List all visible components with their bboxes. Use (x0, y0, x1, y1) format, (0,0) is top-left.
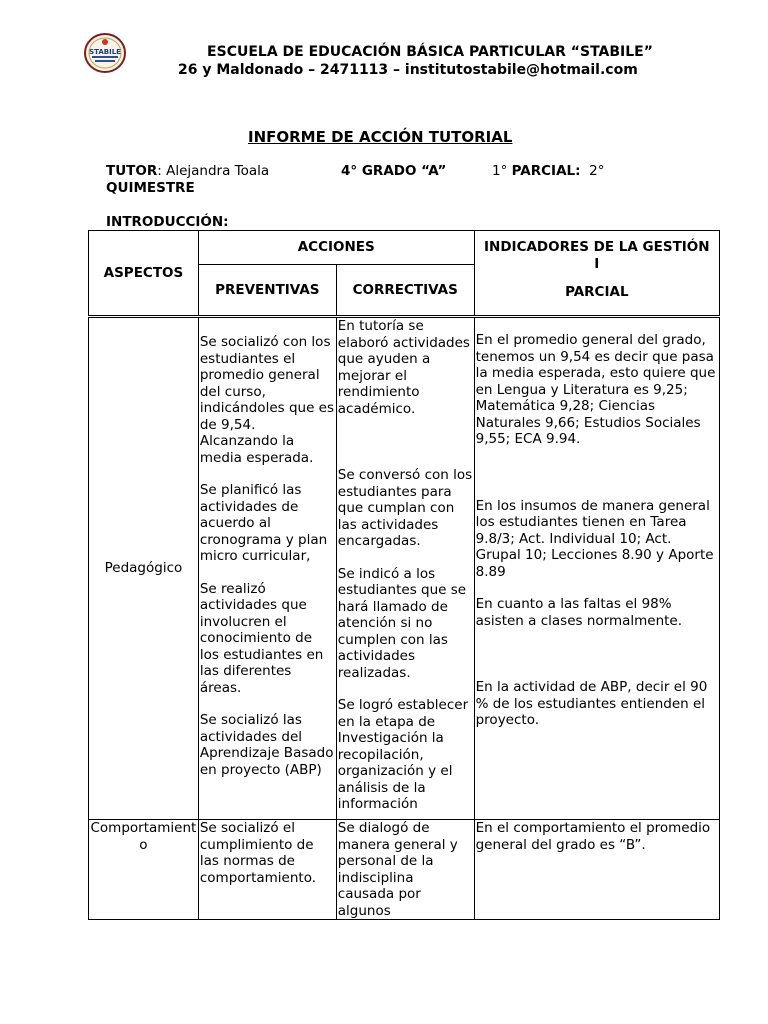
quimestre-number: 2° (589, 163, 605, 179)
tutor-label: TUTOR (106, 163, 158, 179)
indicadores-parcial: PARCIAL (565, 284, 629, 300)
header-preventivas: PREVENTIVAS (198, 265, 336, 317)
correctiva-item: Se logró establecer en la etapa de Investigación la recopilación, organización y el análisis de la información (337, 697, 469, 812)
correctiva-item: Se indicó a los estudiantes que se hará llamado de atención si no cumplen con las actividades realizadas. (337, 565, 467, 681)
report-title: INFORME DE ACCIÓN TUTORIAL (248, 128, 513, 146)
header-indicadores (474, 231, 719, 317)
introduction-label: INTRODUCCIÓN: (106, 214, 229, 230)
parcial-label: PARCIAL: (511, 163, 581, 179)
tutor-name: : Alejandra Toala (157, 163, 270, 179)
preventivas-cell (198, 317, 336, 820)
tutorial-action-table (88, 230, 720, 920)
indicador-item: En cuanto a las faltas el 98% asisten a clases normalmente. (475, 596, 683, 629)
school-contact: 26 y Maldonado – 2471113 – institutostabile@hotmail.com (178, 62, 638, 78)
header-aspectos: ASPECTOS (89, 231, 199, 317)
indicador-item: En la actividad de ABP, decir el 90 % de los estudiantes entienden el proyecto. (475, 679, 708, 728)
preventiva-item: Se socializó las actividades del Aprendizaje Basado en proyecto (ABP) (199, 712, 334, 778)
quimestre-label: QUIMESTRE (106, 180, 195, 196)
indicadores-cell: En el comportamiento el promedio general del grado es “B”. (474, 820, 719, 920)
tutor-field (106, 163, 269, 179)
indicador-item: En los insumos de manera general los estudiantes tienen en Tarea 9.8/3; Act. Individual 10; Act. Grupal 10; Lecciones 8.90 y Aporte 8.89 (475, 497, 714, 580)
preventivas-cell: Se socializó el cumplimiento de las normas de comportamiento. (198, 820, 336, 920)
preventiva-item: Se realizó actividades que involucren el conocimiento de los estudiantes en las diferentes áreas. (199, 580, 324, 696)
parcial-number: 1° (492, 163, 508, 179)
parcial-field (492, 163, 604, 179)
logo-text: STABILE (89, 48, 121, 56)
preventiva-item: Se planificó las actividades de acuerdo al cronograma y plan micro curricular, (199, 482, 328, 564)
correctiva-item: Se conversó con los estudiantes para que cumplan con las actividades encargadas. (337, 467, 473, 549)
indicador-item: En el promedio general del grado, tenemos un 9,54 es decir que pasa la media esperada, esto quiere que en Lengua y Literatura es 9,25; Matemática 9,28; Ciencias Naturales 9,66; Estudios Sociales 9,55; ECA 9.94. (475, 332, 716, 447)
correctivas-cell: Se dialogó de manera general y personal de la indisciplina causada por algunos (336, 820, 474, 920)
correctiva-item: En tutoría se elaboró actividades que ayuden a mejorar el rendimiento académico. (337, 318, 470, 417)
table-row-pedagogico (89, 317, 720, 820)
correctivas-cell (336, 317, 474, 820)
aspect-cell: Pedagógico (89, 317, 199, 820)
school-name: ESCUELA DE EDUCACIÓN BÁSICA PARTICULAR “STABILE” (207, 44, 653, 60)
header-correctivas: CORRECTIVAS (336, 265, 474, 317)
header-acciones: ACCIONES (198, 231, 474, 265)
table-row-comportamiento (89, 820, 720, 920)
indicadores-cell (474, 317, 719, 820)
indicadores-number: I (594, 255, 600, 272)
aspect-cell: Comportamiento (89, 820, 199, 920)
preventiva-item: Se socializó con los estudiantes el promedio general del curso, indicándoles que es de 9,54. Alcanzando la media esperada. (199, 334, 335, 466)
table-header-row (89, 231, 720, 265)
grade: 4° GRADO “A” (341, 163, 447, 179)
indicadores-title: INDICADORES DE LA GESTIÓN (484, 239, 710, 255)
